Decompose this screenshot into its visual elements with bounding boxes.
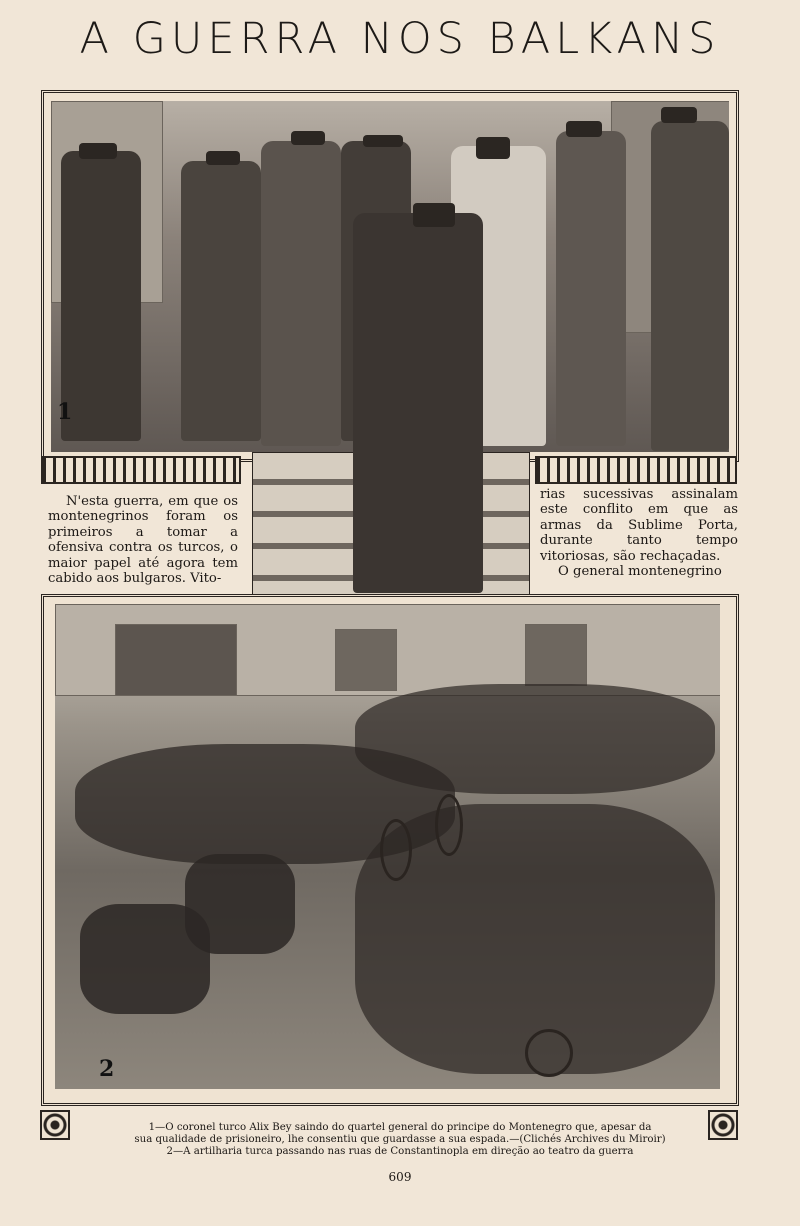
article-right-column [540,487,738,579]
right-ornament-band [535,456,737,484]
article-left-text: N'esta guerra, em que os montenegrinos foram os primeiros a tomar a ofensiva contra os turcos, o maior papel até agora tem cabido aos bulgaros. Vito- [48,494,238,587]
caption-line-2: sua qualidade de prisioneiro, lhe consentiu que guardasse a sua espada.—(Clichés Archives du Miroir) [134,1134,666,1145]
photo-2-artillery [55,604,720,1089]
photo-1-steps-extension [252,452,530,609]
left-corner-ornament [40,1110,70,1140]
page-headline: A GUERRA NOS BALKANS [79,14,721,64]
photo-1-number: 1 [57,399,73,425]
article-left-column [48,494,238,586]
page-number: 609 [388,1170,412,1184]
photo-captions [80,1122,720,1158]
photo-2-number: 2 [99,1056,115,1082]
left-ornament-band [41,456,241,484]
article-right-text: rias sucessivas assinalam este conflito em que as armas da Sublime Porta, durante tanto tempo vitoriosas, são rechaçadas. [540,487,738,564]
article-right-text-continued: O general montenegrino [558,564,722,580]
caption-line-3: 2—A artilharia turca passando nas ruas de Constantinopla em direção ao teatro da guerra [166,1146,634,1157]
caption-line-1: 1—O coronel turco Alix Bey saindo do quartel general do principe do Montenegro que, apesar da [148,1122,652,1133]
